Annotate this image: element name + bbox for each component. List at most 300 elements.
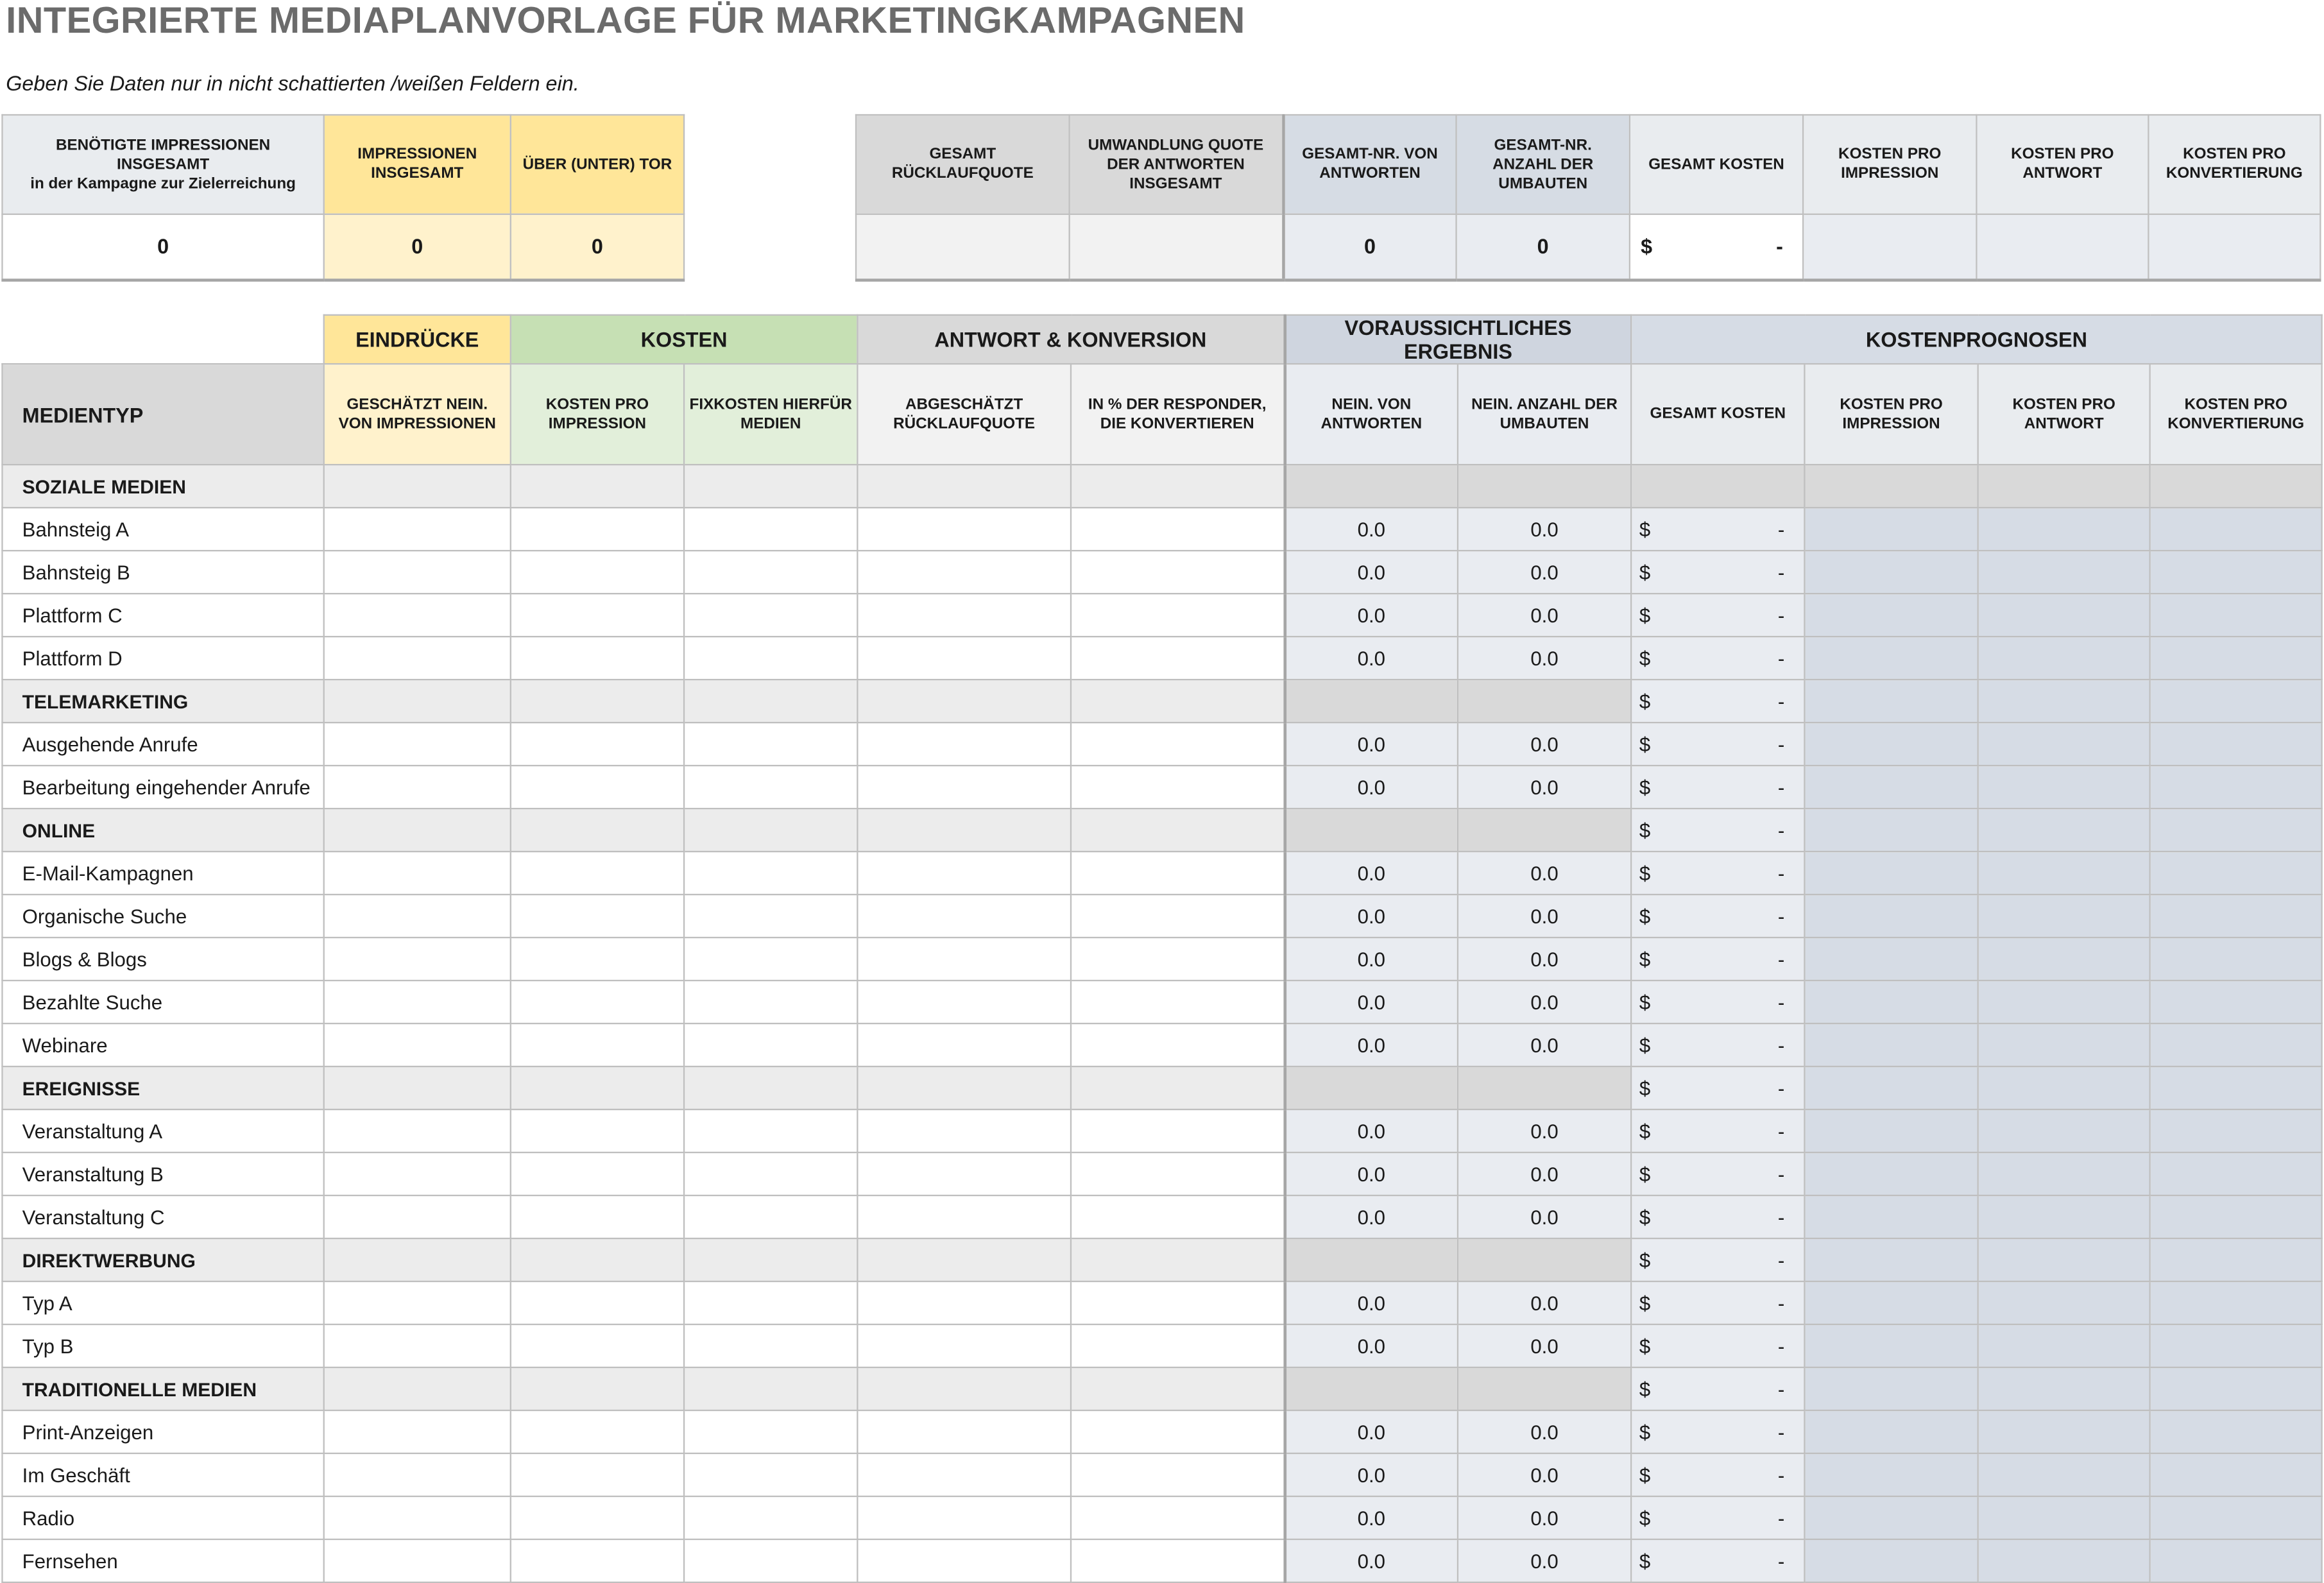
response-rate-input[interactable] — [857, 766, 1071, 809]
cost-dash: - — [1777, 1421, 1785, 1443]
impressions-input[interactable] — [324, 1281, 511, 1324]
column-header-cost-per-impression: KOSTEN PRO IMPRESSION — [511, 364, 684, 465]
section-projection-cell — [2150, 1367, 2322, 1410]
conversions-value: 0.0 — [1458, 1410, 1631, 1453]
cost-per-response-value — [1978, 894, 2150, 937]
table-row — [2, 1109, 2321, 1152]
cost-per-impression-value — [1804, 851, 1978, 894]
section-conversions-cell — [1458, 1066, 1631, 1109]
fixed-cost-input[interactable] — [684, 1324, 857, 1367]
category-kosten: KOSTEN — [511, 315, 858, 364]
currency-symbol: $ — [1639, 1120, 1651, 1142]
cost-per-impression-value — [1804, 508, 1978, 551]
cost-per-impression-input[interactable] — [511, 508, 684, 551]
section-cell — [857, 809, 1071, 851]
section-row — [2, 1367, 2321, 1410]
impressions-input[interactable] — [324, 1496, 511, 1539]
response-rate-input[interactable] — [857, 1496, 1071, 1539]
column-header-medientyp: MEDIENTYP — [2, 364, 323, 465]
response-rate-input[interactable] — [857, 1539, 1071, 1582]
response-rate-input[interactable] — [857, 1109, 1071, 1152]
summary-over-under-header: ÜBER (UNTER) TOR — [511, 115, 684, 214]
conversion-pct-input[interactable] — [1071, 1410, 1285, 1453]
summary-total-cost-value — [1630, 214, 1803, 280]
cost-dash: - — [1777, 1206, 1785, 1228]
media-rows — [2, 465, 2321, 1582]
response-rate-input[interactable] — [857, 1281, 1071, 1324]
conversion-pct-input[interactable] — [1071, 1453, 1285, 1496]
table-row — [2, 851, 2321, 894]
section-cell — [1071, 1367, 1285, 1410]
response-rate-input[interactable] — [857, 894, 1071, 937]
section-projection-cell — [2150, 680, 2322, 723]
section-cell — [324, 680, 511, 723]
row-label: Bearbeitung eingehender Anrufe — [2, 766, 323, 809]
summary-left-table — [1, 114, 685, 281]
conversions-value: 0.0 — [1458, 1023, 1631, 1066]
response-rate-input[interactable] — [857, 1195, 1071, 1238]
cost-per-impression-input[interactable] — [511, 894, 684, 937]
response-rate-input[interactable] — [857, 980, 1071, 1023]
cost-per-response-value — [1978, 723, 2150, 766]
conversion-pct-input[interactable] — [1071, 980, 1285, 1023]
summary-total-cost-header: GESAMT KOSTEN — [1630, 115, 1803, 214]
cost-dash: - — [1777, 862, 1785, 884]
impressions-input[interactable] — [324, 1539, 511, 1582]
cost-dash: - — [1777, 1335, 1785, 1357]
row-label: Veranstaltung A — [2, 1109, 323, 1152]
section-projection-cell — [1978, 680, 2150, 723]
section-cell — [511, 1367, 684, 1410]
cost-per-impression-value — [1804, 594, 1978, 637]
cost-dash: - — [1777, 905, 1785, 927]
total-cost-value — [1631, 594, 1804, 637]
summary-total-cost-currency: $ — [1641, 234, 1653, 259]
section-conversions-cell — [1458, 809, 1631, 851]
conversion-pct-input[interactable] — [1071, 1324, 1285, 1367]
conversions-value: 0.0 — [1458, 1195, 1631, 1238]
cost-per-impression-input[interactable] — [511, 937, 684, 980]
section-projection-cell — [1978, 1238, 2150, 1281]
cost-per-impression-input[interactable] — [511, 980, 684, 1023]
cost-per-impression-input[interactable] — [511, 723, 684, 766]
response-rate-input[interactable] — [857, 723, 1071, 766]
category-prognosen: KOSTENPROGNOSEN — [1631, 315, 2322, 364]
cost-per-response-value — [1978, 1453, 2150, 1496]
row-label: Blogs & Blogs — [2, 937, 323, 980]
conversion-pct-input[interactable] — [1071, 766, 1285, 809]
cost-per-impression-input[interactable] — [511, 1539, 684, 1582]
conversion-pct-input[interactable] — [1071, 1023, 1285, 1066]
cost-per-impression-input[interactable] — [511, 1281, 684, 1324]
impressions-input[interactable] — [324, 766, 511, 809]
summary-total-responses-header: GESAMT-NR. VON ANTWORTEN — [1283, 115, 1456, 214]
summary-cost-per-conversion-header: KOSTEN PRO KONVERTIERUNG — [2148, 115, 2320, 214]
cost-per-impression-input[interactable] — [511, 851, 684, 894]
section-cell — [1071, 1066, 1285, 1109]
fixed-cost-input[interactable] — [684, 1281, 857, 1324]
cost-per-conversion-value — [2150, 1195, 2322, 1238]
cost-per-conversion-value — [2150, 1152, 2322, 1195]
cost-per-conversion-value — [2150, 1324, 2322, 1367]
response-rate-input[interactable] — [857, 1324, 1071, 1367]
response-rate-input[interactable] — [857, 1023, 1071, 1066]
cost-per-conversion-value — [2150, 766, 2322, 809]
total-cost-value — [1631, 508, 1804, 551]
cost-per-impression-value — [1804, 637, 1978, 680]
cost-per-conversion-value — [2150, 723, 2322, 766]
cost-per-conversion-value — [2150, 894, 2322, 937]
cost-per-response-value — [1978, 1281, 2150, 1324]
total-cost-value — [1631, 551, 1804, 594]
cost-per-response-value — [1978, 766, 2150, 809]
conversion-pct-input[interactable] — [1071, 551, 1285, 594]
cost-per-impression-value — [1804, 1195, 1978, 1238]
responses-value: 0.0 — [1285, 508, 1458, 551]
section-total-cost — [1631, 809, 1804, 851]
column-header-impressions: GESCHÄTZT NEIN. VON IMPRESSIONEN — [324, 364, 511, 465]
section-row — [2, 1238, 2321, 1281]
section-projection-cell — [1978, 1066, 2150, 1109]
table-row — [2, 551, 2321, 594]
cost-per-impression-input[interactable] — [511, 1496, 684, 1539]
section-projection-cell — [1804, 809, 1978, 851]
impressions-input[interactable] — [324, 937, 511, 980]
cost-per-impression-value — [1804, 1023, 1978, 1066]
summary-cost-per-impression-value — [1803, 214, 1976, 280]
responses-value: 0.0 — [1285, 766, 1458, 809]
cost-per-impression-input[interactable] — [511, 1023, 684, 1066]
summary-over-under-value: 0 — [511, 214, 684, 280]
cost-dash: - — [1777, 647, 1785, 669]
currency-symbol: $ — [1639, 1034, 1651, 1056]
conversion-pct-input[interactable] — [1071, 937, 1285, 980]
conversion-pct-input[interactable] — [1071, 1195, 1285, 1238]
section-projection-cell — [1804, 1238, 1978, 1281]
currency-symbol: $ — [1639, 1378, 1651, 1400]
responses-value: 0.0 — [1285, 637, 1458, 680]
section-cell — [684, 465, 857, 508]
table-row — [2, 637, 2321, 680]
table-row — [2, 980, 2321, 1023]
impressions-input[interactable] — [324, 551, 511, 594]
column-header-fixed-cost: FIXKOSTEN HIERFÜR MEDIEN — [684, 364, 857, 465]
page-subtitle: Geben Sie Daten nur in nicht schattierten /weißen Feldern ein. — [6, 71, 579, 95]
section-cell — [324, 465, 511, 508]
section-projection-cell — [1978, 465, 2150, 508]
cost-per-impression-value — [1804, 980, 1978, 1023]
cost-per-conversion-value — [2150, 551, 2322, 594]
fixed-cost-input[interactable] — [684, 1109, 857, 1152]
conversion-pct-input[interactable] — [1071, 851, 1285, 894]
currency-symbol: $ — [1639, 776, 1651, 798]
currency-symbol: $ — [1639, 733, 1651, 755]
conversions-value: 0.0 — [1458, 637, 1631, 680]
conversion-pct-input[interactable] — [1071, 508, 1285, 551]
response-rate-input[interactable] — [857, 1453, 1071, 1496]
conversion-pct-input[interactable] — [1071, 594, 1285, 637]
row-label: Typ B — [2, 1324, 323, 1367]
impressions-input[interactable] — [324, 594, 511, 637]
total-cost-value — [1631, 1152, 1804, 1195]
section-responses-cell — [1285, 1367, 1458, 1410]
currency-symbol: $ — [1639, 905, 1651, 927]
conversions-value: 0.0 — [1458, 851, 1631, 894]
row-label: Plattform D — [2, 637, 323, 680]
cost-per-response-value — [1978, 508, 2150, 551]
fixed-cost-input[interactable] — [684, 637, 857, 680]
row-label: Webinare — [2, 1023, 323, 1066]
row-label: Plattform C — [2, 594, 323, 637]
section-label: SOZIALE MEDIEN — [2, 465, 323, 508]
fixed-cost-input[interactable] — [684, 1152, 857, 1195]
cost-per-impression-input[interactable] — [511, 594, 684, 637]
summary-required-impressions-header — [2, 115, 323, 214]
column-header-total-cost: GESAMT KOSTEN — [1631, 364, 1804, 465]
summary-conversion-rate-header: UMWANDLUNG QUOTE DER ANTWORTEN INSGESAMT — [1070, 115, 1283, 214]
section-cell — [511, 465, 684, 508]
summary-total-impressions-value: 0 — [324, 214, 511, 280]
total-cost-value — [1631, 1453, 1804, 1496]
response-rate-input[interactable] — [857, 551, 1071, 594]
currency-symbol: $ — [1639, 1249, 1651, 1271]
total-cost-value — [1631, 1410, 1804, 1453]
cost-per-impression-input[interactable] — [511, 1410, 684, 1453]
section-cell — [857, 465, 1071, 508]
responses-value: 0.0 — [1285, 894, 1458, 937]
response-rate-input[interactable] — [857, 1152, 1071, 1195]
fixed-cost-input[interactable] — [684, 1195, 857, 1238]
cost-per-response-value — [1978, 1410, 2150, 1453]
total-cost-value — [1631, 766, 1804, 809]
currency-symbol: $ — [1639, 1464, 1651, 1486]
cost-per-impression-value — [1804, 1410, 1978, 1453]
responses-value: 0.0 — [1285, 1324, 1458, 1367]
section-projection-cell — [2150, 465, 2322, 508]
response-rate-input[interactable] — [857, 1410, 1071, 1453]
section-label: TELEMARKETING — [2, 680, 323, 723]
row-label: Veranstaltung C — [2, 1195, 323, 1238]
cost-per-conversion-value — [2150, 1539, 2322, 1582]
total-cost-value — [1631, 1109, 1804, 1152]
currency-symbol: $ — [1639, 561, 1651, 583]
cost-per-response-value — [1978, 1195, 2150, 1238]
summary-cost-per-response-header: KOSTEN PRO ANTWORT — [1976, 115, 2148, 214]
responses-value: 0.0 — [1285, 551, 1458, 594]
section-conversions-cell — [1458, 680, 1631, 723]
section-projection-cell — [2150, 809, 2322, 851]
section-cell — [684, 680, 857, 723]
impressions-input[interactable] — [324, 980, 511, 1023]
cost-per-impression-input[interactable] — [511, 1453, 684, 1496]
responses-value: 0.0 — [1285, 937, 1458, 980]
response-rate-input[interactable] — [857, 637, 1071, 680]
section-cell — [511, 680, 684, 723]
section-cell — [684, 1238, 857, 1281]
fixed-cost-input[interactable] — [684, 980, 857, 1023]
category-ergebnis: VORAUSSICHTLICHES ERGEBNIS — [1285, 315, 1632, 364]
cost-per-impression-input[interactable] — [511, 1324, 684, 1367]
blank-corner — [2, 315, 323, 364]
cost-per-impression-input[interactable] — [511, 1195, 684, 1238]
cost-per-response-value — [1978, 851, 2150, 894]
cost-per-conversion-value — [2150, 1453, 2322, 1496]
section-cell — [1071, 465, 1285, 508]
total-cost-value — [1631, 937, 1804, 980]
fixed-cost-input[interactable] — [684, 1453, 857, 1496]
summary-total-conversions-value: 0 — [1457, 214, 1630, 280]
conversions-value: 0.0 — [1458, 594, 1631, 637]
impressions-input[interactable] — [324, 1109, 511, 1152]
cost-dash: - — [1777, 948, 1785, 970]
cost-per-impression-input[interactable] — [511, 637, 684, 680]
fixed-cost-input[interactable] — [684, 894, 857, 937]
conversion-pct-input[interactable] — [1071, 1496, 1285, 1539]
cost-per-conversion-value — [2150, 594, 2322, 637]
impressions-input[interactable] — [324, 1195, 511, 1238]
currency-symbol: $ — [1639, 647, 1651, 669]
conversions-value: 0.0 — [1458, 1496, 1631, 1539]
table-row — [2, 894, 2321, 937]
fixed-cost-input[interactable] — [684, 1496, 857, 1539]
cost-dash: - — [1777, 776, 1785, 798]
cost-dash: - — [1777, 1292, 1785, 1314]
column-header-responses: NEIN. VON ANTWORTEN — [1285, 364, 1458, 465]
section-total-cost — [1631, 680, 1804, 723]
cost-dash: - — [1777, 1249, 1785, 1271]
section-cell — [1071, 680, 1285, 723]
table-row — [2, 1023, 2321, 1066]
currency-symbol: $ — [1639, 819, 1651, 841]
impressions-input[interactable] — [324, 1324, 511, 1367]
cost-per-impression-input[interactable] — [511, 551, 684, 594]
conversions-value: 0.0 — [1458, 1109, 1631, 1152]
conversion-pct-input[interactable] — [1071, 1539, 1285, 1582]
conversion-pct-input[interactable] — [1071, 1281, 1285, 1324]
fixed-cost-input[interactable] — [684, 851, 857, 894]
section-total-cost — [1631, 1238, 1804, 1281]
fixed-cost-input[interactable] — [684, 508, 857, 551]
total-cost-value — [1631, 637, 1804, 680]
conversion-pct-input[interactable] — [1071, 1109, 1285, 1152]
conversions-value: 0.0 — [1458, 766, 1631, 809]
section-projection-cell — [1978, 1367, 2150, 1410]
cost-dash: - — [1777, 1507, 1785, 1529]
summary-cost-per-response-value — [1976, 214, 2148, 280]
summary-right-table — [855, 114, 2321, 281]
cost-dash: - — [1777, 1163, 1785, 1185]
fixed-cost-input[interactable] — [684, 1410, 857, 1453]
conversion-pct-input[interactable] — [1071, 1152, 1285, 1195]
cost-dash: - — [1777, 819, 1785, 841]
impressions-input[interactable] — [324, 723, 511, 766]
total-cost-value — [1631, 1496, 1804, 1539]
responses-value: 0.0 — [1285, 723, 1458, 766]
responses-value: 0.0 — [1285, 1453, 1458, 1496]
conversions-value: 0.0 — [1458, 551, 1631, 594]
total-cost-value — [1631, 723, 1804, 766]
conversion-pct-input[interactable] — [1071, 894, 1285, 937]
fixed-cost-input[interactable] — [684, 1023, 857, 1066]
fixed-cost-input[interactable] — [684, 766, 857, 809]
section-cell — [324, 1066, 511, 1109]
impressions-input[interactable] — [324, 1023, 511, 1066]
section-cell — [324, 1367, 511, 1410]
summary-response-rate-header: GESAMT RÜCKLAUFQUOTE — [856, 115, 1070, 214]
impressions-input[interactable] — [324, 894, 511, 937]
summary-required-impressions-input[interactable]: 0 — [2, 214, 323, 280]
cost-per-conversion-value — [2150, 637, 2322, 680]
column-header-cost-per-impression-proj: KOSTEN PRO IMPRESSION — [1804, 364, 1978, 465]
cost-per-impression-input[interactable] — [511, 1109, 684, 1152]
row-label: Im Geschäft — [2, 1453, 323, 1496]
cost-per-conversion-value — [2150, 1281, 2322, 1324]
row-label: Print-Anzeigen — [2, 1410, 323, 1453]
impressions-input[interactable] — [324, 851, 511, 894]
impressions-input[interactable] — [324, 1453, 511, 1496]
impressions-input[interactable] — [324, 637, 511, 680]
fixed-cost-input[interactable] — [684, 594, 857, 637]
section-cell — [684, 809, 857, 851]
impressions-input[interactable] — [324, 1410, 511, 1453]
fixed-cost-input[interactable] — [684, 723, 857, 766]
section-cell — [324, 1238, 511, 1281]
cost-per-response-value — [1978, 937, 2150, 980]
table-row — [2, 1195, 2321, 1238]
cost-per-response-value — [1978, 551, 2150, 594]
impressions-input[interactable] — [324, 1152, 511, 1195]
cost-per-response-value — [1978, 1496, 2150, 1539]
cost-per-impression-value — [1804, 1109, 1978, 1152]
cost-per-conversion-value — [2150, 1496, 2322, 1539]
currency-symbol: $ — [1639, 862, 1651, 884]
row-label: Typ A — [2, 1281, 323, 1324]
section-label: EREIGNISSE — [2, 1066, 323, 1109]
response-rate-input[interactable] — [857, 937, 1071, 980]
cost-per-impression-input[interactable] — [511, 766, 684, 809]
cost-per-response-value — [1978, 1324, 2150, 1367]
section-label: ONLINE — [2, 809, 323, 851]
cost-dash: - — [1777, 1378, 1785, 1400]
summary-total-conversions-header: GESAMT-NR. ANZAHL DER UMBAUTEN — [1457, 115, 1630, 214]
column-header-conversion-pct: IN % DER RESPONDER, DIE KONVERTIEREN — [1071, 364, 1285, 465]
conversion-pct-input[interactable] — [1071, 723, 1285, 766]
response-rate-input[interactable] — [857, 594, 1071, 637]
fixed-cost-input[interactable] — [684, 937, 857, 980]
table-row — [2, 594, 2321, 637]
impressions-input[interactable] — [324, 508, 511, 551]
cost-per-response-value — [1978, 1152, 2150, 1195]
table-row — [2, 1281, 2321, 1324]
currency-symbol: $ — [1639, 1550, 1651, 1572]
total-cost-value — [1631, 1023, 1804, 1066]
cost-dash: - — [1777, 518, 1785, 540]
response-rate-input[interactable] — [857, 508, 1071, 551]
fixed-cost-input[interactable] — [684, 1539, 857, 1582]
total-cost-value — [1631, 980, 1804, 1023]
cost-per-response-value — [1978, 637, 2150, 680]
total-cost-value — [1631, 1324, 1804, 1367]
cost-dash: - — [1777, 690, 1785, 712]
cost-per-impression-input[interactable] — [511, 1152, 684, 1195]
currency-symbol: $ — [1639, 518, 1651, 540]
conversion-pct-input[interactable] — [1071, 637, 1285, 680]
section-cell — [857, 680, 1071, 723]
response-rate-input[interactable] — [857, 851, 1071, 894]
fixed-cost-input[interactable] — [684, 551, 857, 594]
responses-value: 0.0 — [1285, 1152, 1458, 1195]
section-label: TRADITIONELLE MEDIEN — [2, 1367, 323, 1410]
